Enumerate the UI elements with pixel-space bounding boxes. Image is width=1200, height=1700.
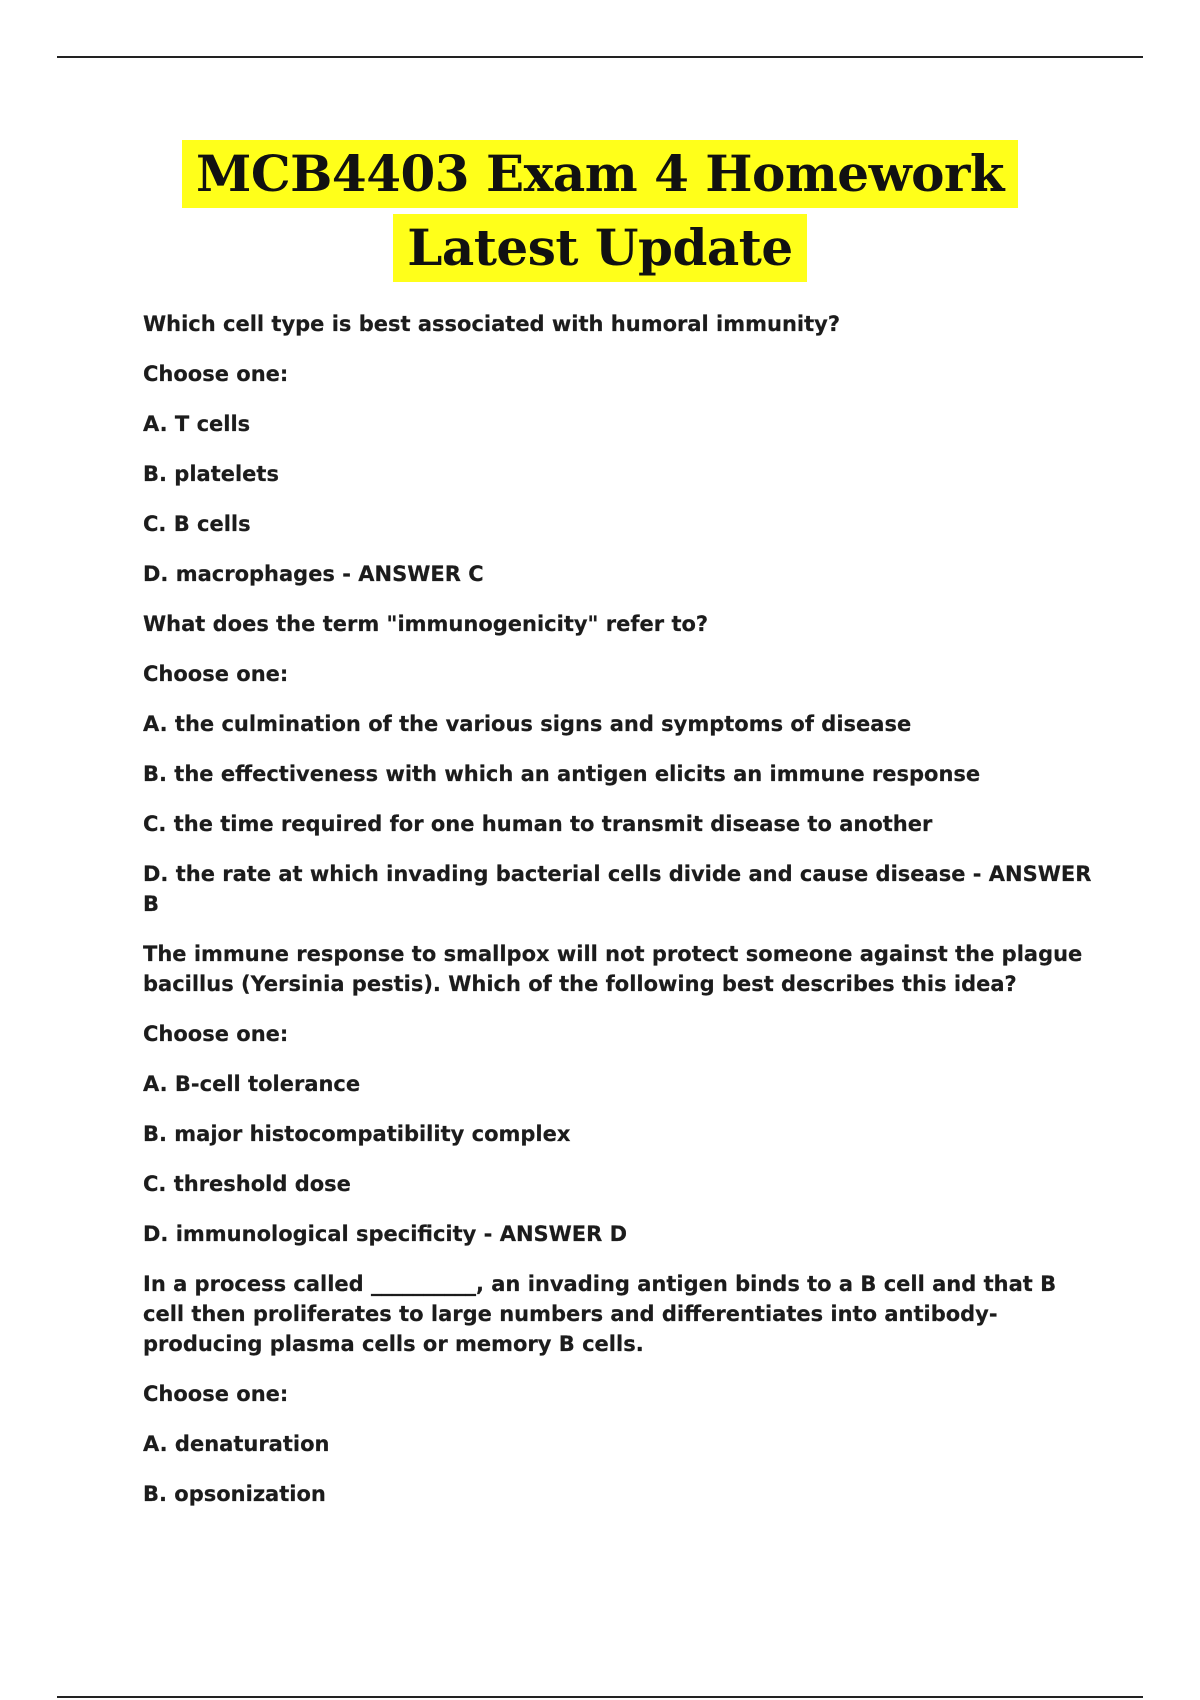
question-1-prompt: Choose one: bbox=[143, 362, 289, 386]
document-title bbox=[0, 140, 1200, 282]
footer-rule bbox=[57, 1696, 1143, 1698]
question-3-option-b: B. major histocompatibility complex bbox=[143, 1122, 571, 1146]
question-1-option-c: C. B cells bbox=[143, 512, 251, 536]
title-line-2: Latest Update bbox=[393, 214, 806, 282]
question-3-text: The immune response to smallpox will not protect someone against the plague bacillus (Yersinia pestis). Which of the following best describes this idea? bbox=[143, 942, 1083, 996]
question-3-option-d: D. immunological specificity - ANSWER D bbox=[143, 1222, 628, 1246]
question-2-text: What does the term "immunogenicity" refer to? bbox=[143, 612, 709, 636]
question-3-prompt: Choose one: bbox=[143, 1022, 289, 1046]
question-1-option-b: B. platelets bbox=[143, 462, 279, 486]
document-body bbox=[143, 309, 1093, 1529]
question-2-option-b: B. the effectiveness with which an antigen elicits an immune response bbox=[143, 762, 981, 786]
question-2-prompt: Choose one: bbox=[143, 662, 289, 686]
question-1-text: Which cell type is best associated with humoral immunity? bbox=[143, 312, 841, 336]
question-2-option-d: D. the rate at which invading bacterial cells divide and cause disease - ANSWER B bbox=[143, 862, 1092, 916]
question-4-option-a: A. denaturation bbox=[143, 1432, 330, 1456]
question-3-option-a: A. B-cell tolerance bbox=[143, 1072, 361, 1096]
question-4-text: In a process called __________, an invading antigen binds to a B cell and that B cell then proliferates to large numbers and differentiates into antibody-producing plasma cells or memory B cells. bbox=[143, 1272, 1057, 1356]
title-line-1: MCB4403 Exam 4 Homework bbox=[182, 140, 1018, 208]
question-2-option-a: A. the culmination of the various signs and symptoms of disease bbox=[143, 712, 912, 736]
question-2-option-c: C. the time required for one human to transmit disease to another bbox=[143, 812, 933, 836]
question-4-option-b: B. opsonization bbox=[143, 1482, 326, 1506]
question-1-option-a: A. T cells bbox=[143, 412, 251, 436]
question-3-option-c: C. threshold dose bbox=[143, 1172, 351, 1196]
question-1-option-d: D. macrophages - ANSWER C bbox=[143, 562, 484, 586]
header-rule bbox=[57, 56, 1143, 58]
question-4-prompt: Choose one: bbox=[143, 1382, 289, 1406]
